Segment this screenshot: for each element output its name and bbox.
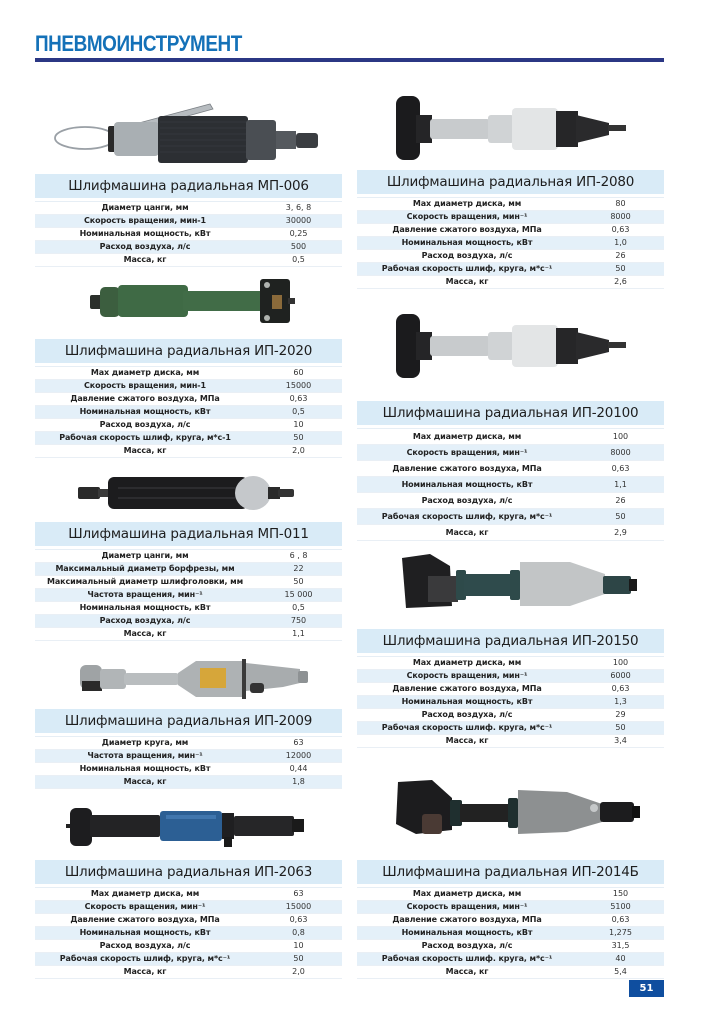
spec-label: Диаметр круга, мм bbox=[35, 737, 255, 750]
spec-label: Max диаметр диска, мм bbox=[35, 367, 255, 380]
spec-value: 750 bbox=[255, 615, 342, 628]
spec-row bbox=[35, 914, 342, 927]
spec-label: Расход воздуха, л/с bbox=[357, 493, 577, 509]
spec-value: 3, 6, 8 bbox=[255, 202, 342, 215]
spec-row bbox=[35, 888, 342, 901]
spec-row bbox=[357, 927, 664, 940]
spec-row bbox=[357, 224, 664, 237]
spec-label: Скорость вращения, мин⁻¹ bbox=[35, 901, 255, 914]
spec-label: Частота вращения, мин⁻¹ bbox=[35, 589, 255, 602]
spec-value: 29 bbox=[577, 709, 664, 722]
spec-row bbox=[357, 722, 664, 735]
spec-value: 15 000 bbox=[255, 589, 342, 602]
spec-table bbox=[35, 549, 342, 641]
spec-row bbox=[35, 254, 342, 267]
spec-row bbox=[357, 509, 664, 525]
spec-block-ip2080 bbox=[357, 170, 664, 289]
spec-label: Расход воздуха, л/с bbox=[35, 615, 255, 628]
spec-label: Диаметр цанги, мм bbox=[35, 550, 255, 563]
product-title: Шлифмашина радиальная ИП-20100 bbox=[357, 401, 664, 425]
spec-value: 10 bbox=[255, 940, 342, 953]
spec-label: Скорость вращения, мин-1 bbox=[35, 215, 255, 228]
spec-value: 30000 bbox=[255, 215, 342, 228]
spec-label: Масса, кг bbox=[357, 966, 577, 979]
spec-row bbox=[35, 763, 342, 776]
spec-label: Скорость вращения, мин⁻¹ bbox=[357, 445, 577, 461]
spec-row bbox=[357, 709, 664, 722]
spec-row bbox=[357, 211, 664, 224]
spec-label: Номинальная мощность, кВт bbox=[35, 927, 255, 940]
spec-label: Номинальная мощность, кВт bbox=[357, 696, 577, 709]
spec-value: 0,8 bbox=[255, 927, 342, 940]
spec-value: 50 bbox=[255, 432, 342, 445]
spec-label: Max диаметр диска, мм bbox=[357, 198, 577, 211]
spec-row bbox=[35, 550, 342, 563]
spec-row bbox=[35, 737, 342, 750]
spec-value: 60 bbox=[255, 367, 342, 380]
spec-label: Max диаметр диска, мм bbox=[357, 657, 577, 670]
spec-value: 8000 bbox=[577, 445, 664, 461]
spec-label: Расход воздуха, л/с bbox=[357, 940, 577, 953]
product-image-ip2009 bbox=[78, 651, 310, 701]
spec-label: Рабочая скорость шлиф, круга, м*с⁻¹ bbox=[357, 263, 577, 276]
spec-row bbox=[357, 445, 664, 461]
spec-value: 0,63 bbox=[255, 393, 342, 406]
spec-value: 150 bbox=[577, 888, 664, 901]
product-title: Шлифмашина радиальная ИП-2014Б bbox=[357, 860, 664, 884]
product-image-ip2020 bbox=[88, 275, 298, 327]
spec-label: Максимальный диаметр борфрезы, мм bbox=[35, 563, 255, 576]
spec-value: 1,1 bbox=[577, 477, 664, 493]
spec-row bbox=[35, 406, 342, 419]
spec-value: 1,0 bbox=[577, 237, 664, 250]
spec-row bbox=[357, 429, 664, 445]
spec-row bbox=[357, 683, 664, 696]
spec-row bbox=[357, 953, 664, 966]
spec-value: 50 bbox=[577, 263, 664, 276]
spec-block-ip20100 bbox=[357, 401, 664, 541]
spec-value: 26 bbox=[577, 250, 664, 263]
spec-label: Давление сжатого воздуха, МПа bbox=[35, 393, 255, 406]
spec-label: Масса, кг bbox=[357, 735, 577, 748]
spec-value: 0,44 bbox=[255, 763, 342, 776]
spec-label: Номинальная мощность, кВт bbox=[35, 406, 255, 419]
spec-row bbox=[357, 696, 664, 709]
spec-row bbox=[35, 215, 342, 228]
spec-label: Скорость вращения, мин-1 bbox=[35, 380, 255, 393]
spec-value: 5,4 bbox=[577, 966, 664, 979]
spec-row bbox=[357, 198, 664, 211]
spec-row bbox=[357, 477, 664, 493]
spec-table bbox=[35, 736, 342, 789]
spec-table bbox=[357, 887, 664, 979]
spec-label: Рабочая скорость шлиф, круга, м*с⁻¹ bbox=[357, 509, 577, 525]
spec-table bbox=[357, 656, 664, 748]
spec-row bbox=[35, 927, 342, 940]
spec-label: Max диаметр диска, мм bbox=[357, 429, 577, 445]
spec-label: Max диаметр диска, мм bbox=[357, 888, 577, 901]
spec-value: 0,63 bbox=[577, 914, 664, 927]
spec-table bbox=[35, 887, 342, 979]
spec-label: Скорость вращения, мин⁻¹ bbox=[357, 211, 577, 224]
spec-value: 2,6 bbox=[577, 276, 664, 289]
spec-row bbox=[357, 250, 664, 263]
spec-table bbox=[35, 201, 342, 267]
spec-row bbox=[35, 228, 342, 241]
spec-value: 100 bbox=[577, 657, 664, 670]
spec-row bbox=[35, 576, 342, 589]
spec-label: Масса, кг bbox=[357, 525, 577, 541]
spec-row bbox=[35, 202, 342, 215]
spec-label: Номинальная мощность, кВт bbox=[357, 477, 577, 493]
spec-block-ip2009 bbox=[35, 709, 342, 789]
spec-block-mp006 bbox=[35, 174, 342, 267]
spec-row bbox=[35, 953, 342, 966]
spec-label: Масса, кг bbox=[35, 628, 255, 641]
spec-label: Максимальный диаметр шлифголовки, мм bbox=[35, 576, 255, 589]
product-title: Шлифмашина радиальная ИП-2063 bbox=[35, 860, 342, 884]
spec-row bbox=[357, 263, 664, 276]
spec-block-ip2014b bbox=[357, 860, 664, 979]
spec-row bbox=[357, 493, 664, 509]
product-title: Шлифмашина радиальная ИП-2020 bbox=[35, 339, 342, 363]
spec-row bbox=[357, 525, 664, 541]
spec-value: 0,63 bbox=[577, 224, 664, 237]
spec-value: 80 bbox=[577, 198, 664, 211]
product-image-ip2080 bbox=[384, 93, 634, 163]
product-image-mp006 bbox=[50, 98, 330, 164]
spec-label: Масса, кг bbox=[35, 254, 255, 267]
spec-row bbox=[357, 888, 664, 901]
page-title: ПНЕВМОИНСТРУМЕНТ bbox=[35, 31, 242, 56]
product-title: Шлифмашина радиальная ИП-2080 bbox=[357, 170, 664, 194]
spec-row bbox=[357, 940, 664, 953]
spec-block-mp011 bbox=[35, 522, 342, 641]
spec-row bbox=[35, 750, 342, 763]
spec-value: 50 bbox=[255, 576, 342, 589]
spec-label: Max диаметр диска, мм bbox=[35, 888, 255, 901]
spec-label: Номинальная мощность, кВт bbox=[35, 763, 255, 776]
spec-row bbox=[357, 914, 664, 927]
spec-value: 22 bbox=[255, 563, 342, 576]
product-image-ip20150 bbox=[400, 548, 640, 614]
product-image-ip2014b bbox=[392, 778, 644, 840]
spec-label: Номинальная мощность, кВт bbox=[357, 927, 577, 940]
spec-value: 0,25 bbox=[255, 228, 342, 241]
spec-row bbox=[35, 901, 342, 914]
spec-label: Масса, кг bbox=[35, 966, 255, 979]
spec-label: Расход воздуха, л/с bbox=[35, 940, 255, 953]
spec-label: Рабочая скорость шлиф. круга, м*с⁻¹ bbox=[357, 953, 577, 966]
spec-value: 0,5 bbox=[255, 602, 342, 615]
spec-value: 0,63 bbox=[255, 914, 342, 927]
spec-label: Масса, кг bbox=[35, 445, 255, 458]
spec-value: 2,0 bbox=[255, 445, 342, 458]
spec-label: Рабочая скорость шлиф, круга, м*с⁻¹ bbox=[35, 953, 255, 966]
spec-row bbox=[35, 367, 342, 380]
spec-label: Давление сжатого воздуха, МПа bbox=[357, 224, 577, 237]
spec-value: 1,3 bbox=[577, 696, 664, 709]
spec-row bbox=[357, 276, 664, 289]
title-rule bbox=[35, 58, 664, 62]
spec-label: Давление сжатого воздуха, МПа bbox=[35, 914, 255, 927]
spec-block-ip2063 bbox=[35, 860, 342, 979]
spec-value: 1,1 bbox=[255, 628, 342, 641]
spec-value: 5100 bbox=[577, 901, 664, 914]
product-image-ip2063 bbox=[66, 803, 306, 851]
spec-row bbox=[35, 940, 342, 953]
spec-value: 6000 bbox=[577, 670, 664, 683]
spec-table bbox=[35, 366, 342, 458]
spec-value: 2,9 bbox=[577, 525, 664, 541]
spec-label: Масса, кг bbox=[357, 276, 577, 289]
spec-label: Номинальная мощность, кВт bbox=[35, 228, 255, 241]
spec-label: Номинальная мощность, кВт bbox=[35, 602, 255, 615]
spec-row bbox=[35, 432, 342, 445]
spec-label: Рабочая скорость шлиф, круга, м*с-1 bbox=[35, 432, 255, 445]
product-title: Шлифмашина радиальная МП-011 bbox=[35, 522, 342, 546]
spec-value: 50 bbox=[577, 722, 664, 735]
spec-label: Расход воздуха, л/с bbox=[357, 250, 577, 263]
spec-row bbox=[35, 419, 342, 432]
spec-label: Давление сжатого воздуха, МПа bbox=[357, 461, 577, 477]
spec-row bbox=[35, 393, 342, 406]
spec-value: 15000 bbox=[255, 901, 342, 914]
spec-block-ip20150 bbox=[357, 629, 664, 748]
spec-row bbox=[35, 628, 342, 641]
spec-table bbox=[357, 197, 664, 289]
spec-value: 63 bbox=[255, 737, 342, 750]
spec-row bbox=[35, 602, 342, 615]
spec-value: 50 bbox=[255, 953, 342, 966]
spec-value: 1,8 bbox=[255, 776, 342, 789]
spec-row bbox=[35, 445, 342, 458]
spec-row bbox=[35, 380, 342, 393]
spec-row bbox=[357, 237, 664, 250]
spec-value: 15000 bbox=[255, 380, 342, 393]
spec-value: 40 bbox=[577, 953, 664, 966]
spec-row bbox=[35, 776, 342, 789]
spec-value: 0,63 bbox=[577, 461, 664, 477]
product-image-mp011 bbox=[78, 474, 298, 512]
spec-value: 31,5 bbox=[577, 940, 664, 953]
spec-row bbox=[357, 735, 664, 748]
spec-row bbox=[357, 657, 664, 670]
spec-label: Частота вращения, мин⁻¹ bbox=[35, 750, 255, 763]
spec-value: 2,0 bbox=[255, 966, 342, 979]
spec-label: Скорость вращения, мин⁻¹ bbox=[357, 670, 577, 683]
spec-value: 0,5 bbox=[255, 254, 342, 267]
spec-value: 12000 bbox=[255, 750, 342, 763]
spec-row bbox=[35, 589, 342, 602]
spec-label: Масса, кг bbox=[35, 776, 255, 789]
spec-label: Рабочая скорость шлиф. круга, м*с⁻¹ bbox=[357, 722, 577, 735]
spec-label: Диаметр цанги, мм bbox=[35, 202, 255, 215]
product-title: Шлифмашина радиальная ИП-20150 bbox=[357, 629, 664, 653]
spec-value: 1,275 bbox=[577, 927, 664, 940]
spec-value: 0,5 bbox=[255, 406, 342, 419]
spec-row bbox=[357, 901, 664, 914]
spec-block-ip2020 bbox=[35, 339, 342, 458]
spec-label: Расход воздуха, л/с bbox=[357, 709, 577, 722]
spec-row bbox=[35, 241, 342, 254]
spec-value: 26 bbox=[577, 493, 664, 509]
product-image-ip20100 bbox=[384, 312, 634, 380]
spec-value: 100 bbox=[577, 429, 664, 445]
spec-row bbox=[35, 615, 342, 628]
spec-label: Номинальная мощность, кВт bbox=[357, 237, 577, 250]
spec-label: Давление сжатого воздуха, МПа bbox=[357, 914, 577, 927]
spec-value: 63 bbox=[255, 888, 342, 901]
spec-value: 6 , 8 bbox=[255, 550, 342, 563]
spec-label: Скорость вращения, мин⁻¹ bbox=[357, 901, 577, 914]
spec-value: 10 bbox=[255, 419, 342, 432]
spec-value: 500 bbox=[255, 241, 342, 254]
spec-row bbox=[35, 563, 342, 576]
spec-label: Расход воздуха, л/с bbox=[35, 419, 255, 432]
product-title: Шлифмашина радиальная ИП-2009 bbox=[35, 709, 342, 733]
spec-table bbox=[357, 428, 664, 541]
spec-row bbox=[35, 966, 342, 979]
spec-value: 0,63 bbox=[577, 683, 664, 696]
spec-value: 8000 bbox=[577, 211, 664, 224]
spec-value: 3,4 bbox=[577, 735, 664, 748]
spec-row bbox=[357, 461, 664, 477]
spec-row bbox=[357, 670, 664, 683]
spec-row bbox=[357, 966, 664, 979]
spec-label: Давление сжатого воздуха, МПа bbox=[357, 683, 577, 696]
product-title: Шлифмашина радиальная МП-006 bbox=[35, 174, 342, 198]
page-number: 51 bbox=[629, 980, 664, 997]
spec-value: 50 bbox=[577, 509, 664, 525]
spec-label: Расход воздуха, л/с bbox=[35, 241, 255, 254]
